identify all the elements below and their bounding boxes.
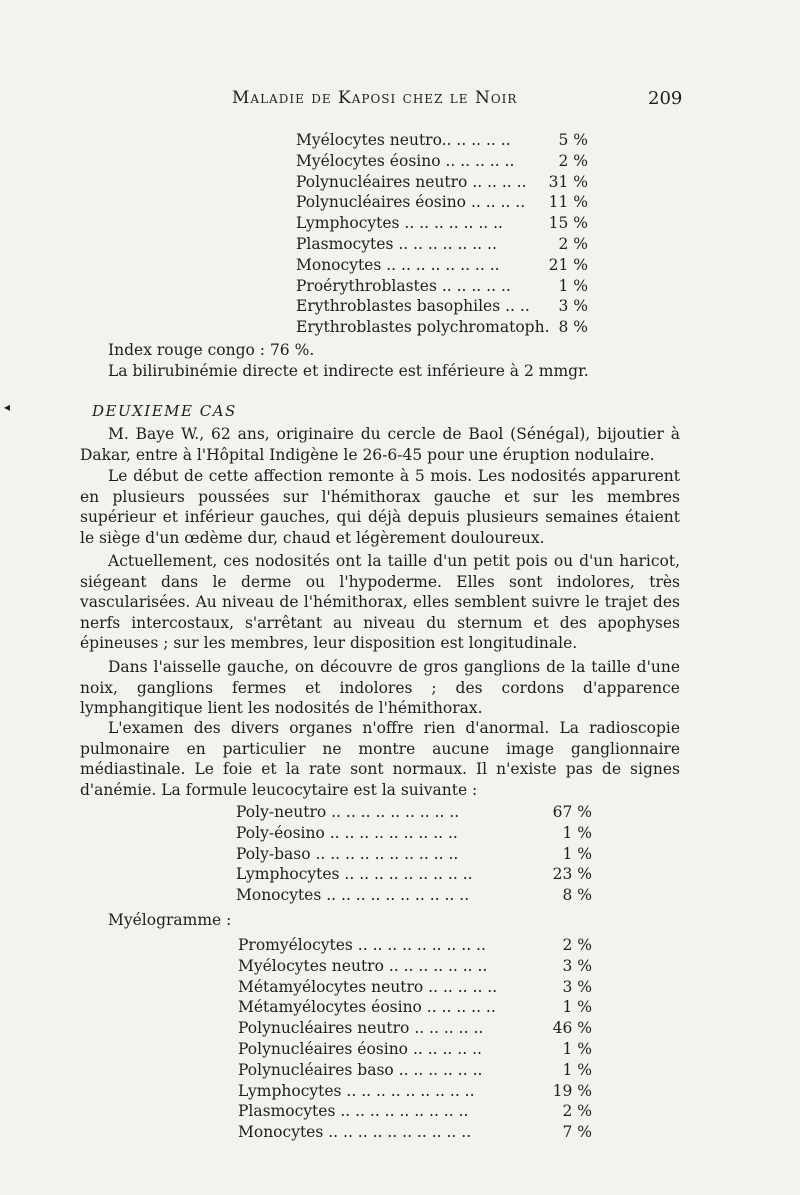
item-value: 19 % <box>552 1081 592 1100</box>
index-rouge-congo: Index rouge congo : 76 %. <box>108 341 315 359</box>
item-label: Métamyélocytes éosino .. .. .. .. .. <box>238 998 496 1017</box>
paragraph-patient: M. Baye W., 62 ans, originaire du cercle de Baol (Sénégal), bijoutier à Dakar, entre à l'Hôpital Indigène le 26-6-45 pour une éruption nodulaire. <box>80 425 680 464</box>
item-label: Plasmocytes .. .. .. .. .. .. .. .. .. <box>238 1102 469 1121</box>
list-item <box>236 802 592 823</box>
item-value: 21 % <box>548 255 588 274</box>
list-item <box>238 1122 592 1143</box>
list-item <box>238 935 592 956</box>
list-item <box>296 213 588 234</box>
item-value: 1 % <box>562 1040 592 1058</box>
item-value: 11 % <box>548 193 588 212</box>
paragraph-exam: L'examen des divers organes n'offre rien d'anormal. La radioscopie pulmonaire en particulier ne montre aucune image ganglionnaire médiastinale. Le foie et la rate sont normaux. Il n'existe pas de signes d'anémie. La formule leucocytaire est la suivante : <box>80 719 680 799</box>
list-item <box>238 1101 592 1122</box>
item-value: 2 % <box>558 235 588 253</box>
item-label: Poly-neutro .. .. .. .. .. .. .. .. .. <box>236 803 460 821</box>
item-value: 1 % <box>558 276 588 295</box>
bilirubin-line: La bilirubinémie directe et indirecte est inférieure à 2 mmgr. <box>108 362 589 380</box>
item-label: Myélocytes neutro .. .. .. .. .. .. .. <box>238 956 488 975</box>
item-label: Polynucléaires neutro .. .. .. .. .. <box>238 1019 484 1038</box>
list-item <box>296 151 588 172</box>
item-label: Polynucléaires baso .. .. .. .. .. .. <box>238 1060 483 1079</box>
myelogram-label: Myélogramme : <box>108 911 232 929</box>
list-item <box>296 172 588 193</box>
item-value: 8 % <box>562 886 592 905</box>
list-item <box>296 276 588 297</box>
running-title: Maladie de Kaposi chez le Noir <box>232 88 518 108</box>
list-item <box>238 977 592 998</box>
list-item <box>238 1081 592 1102</box>
item-label: Polynucléaires neutro .. .. .. .. <box>296 172 527 191</box>
list-item <box>296 192 588 213</box>
paragraph-ganglions: Dans l'aisselle gauche, on découvre de gros ganglions de la taille d'une noix, ganglions fermes et indolores ; des cordons d'apparence lymphangitique lient les nodosités de l'hémithorax. <box>80 658 680 718</box>
item-value: 7 % <box>562 1123 592 1142</box>
item-label: Lymphocytes .. .. .. .. .. .. .. <box>296 214 503 233</box>
margin-arrow-icon: ◂ <box>4 400 11 414</box>
item-value: 3 % <box>558 297 588 316</box>
section-heading: DEUXIEME CAS <box>92 402 237 420</box>
item-label: Promyélocytes .. .. .. .. .. .. .. .. .. <box>238 936 486 954</box>
item-label: Métamyélocytes neutro .. .. .. .. .. <box>238 977 498 996</box>
list-item <box>296 296 588 317</box>
item-value: 15 % <box>548 214 588 233</box>
item-label: Monocytes .. .. .. .. .. .. .. .. .. .. <box>236 886 470 905</box>
list-item <box>238 956 592 977</box>
item-value: 1 % <box>562 1060 592 1079</box>
item-label: Polynucléaires éosino .. .. .. .. .. <box>238 1040 482 1058</box>
item-label: Monocytes .. .. .. .. .. .. .. .. .. .. <box>238 1123 472 1142</box>
item-label: Myélocytes neutro.. .. .. .. .. <box>296 131 511 149</box>
item-label: Plasmocytes .. .. .. .. .. .. .. <box>296 235 497 253</box>
item-label: Lymphocytes .. .. .. .. .. .. .. .. .. <box>236 865 473 884</box>
list-item <box>296 130 588 151</box>
item-value: 1 % <box>562 823 592 842</box>
item-value: 31 % <box>548 172 588 191</box>
list-item <box>238 1060 592 1081</box>
list-item <box>238 997 592 1018</box>
item-label: Polynucléaires éosino .. .. .. .. <box>296 193 526 212</box>
item-value: 23 % <box>552 865 592 884</box>
list-item <box>236 885 592 906</box>
item-label: Poly-éosino .. .. .. .. .. .. .. .. .. <box>236 823 458 842</box>
paragraph-current-state: Actuellement, ces nodosités ont la taille d'un petit pois ou d'un haricot, siégeant dans le derme ou l'hypoderme. Elles sont indolores, très vascularisées. Au niveau de l'hémithorax, elles semblent suivre le trajet des nerfs intercostaux, s'arrêtant au niveau du sternum et des apophyses épineuses ; sur les membres, leur disposition est longitudinale. <box>80 552 680 653</box>
list-item <box>236 844 592 865</box>
item-value: 1 % <box>562 844 592 863</box>
list-item <box>236 864 592 885</box>
item-label: Myélocytes éosino .. .. .. .. .. <box>296 151 515 170</box>
list-item <box>238 1018 592 1039</box>
item-label: Erythroblastes polychromatoph. <box>296 318 550 337</box>
list-item <box>296 317 588 338</box>
page-number: 209 <box>648 88 683 109</box>
item-label: Proérythroblastes .. .. .. .. .. <box>296 276 511 295</box>
item-value: 8 % <box>558 318 588 337</box>
list-item <box>296 255 588 276</box>
item-label: Lymphocytes .. .. .. .. .. .. .. .. .. <box>238 1081 475 1100</box>
item-value: 5 % <box>558 131 588 149</box>
list-item <box>236 823 592 844</box>
list-item <box>296 234 588 255</box>
item-value: 67 % <box>552 803 592 821</box>
item-value: 46 % <box>552 1019 592 1038</box>
item-label: Poly-baso .. .. .. .. .. .. .. .. .. .. <box>236 844 459 863</box>
paragraph-onset: Le début de cette affection remonte à 5 mois. Les nodosités apparurent en plusieurs poussées sur l'hémithorax gauche et sur les membres supérieur et inférieur gauches, qui déjà depuis plusieurs semaines étaient le siège d'un œdème dur, chaud et légèrement douloureux. <box>80 467 680 547</box>
item-value: 3 % <box>562 977 592 996</box>
item-value: 2 % <box>562 1102 592 1121</box>
item-value: 2 % <box>558 151 588 170</box>
item-value: 2 % <box>562 936 592 954</box>
item-value: 1 % <box>562 998 592 1017</box>
item-label: Erythroblastes basophiles .. .. <box>296 297 530 316</box>
item-label: Monocytes .. .. .. .. .. .. .. .. <box>296 255 500 274</box>
list-item <box>238 1039 592 1060</box>
item-value: 3 % <box>562 956 592 975</box>
